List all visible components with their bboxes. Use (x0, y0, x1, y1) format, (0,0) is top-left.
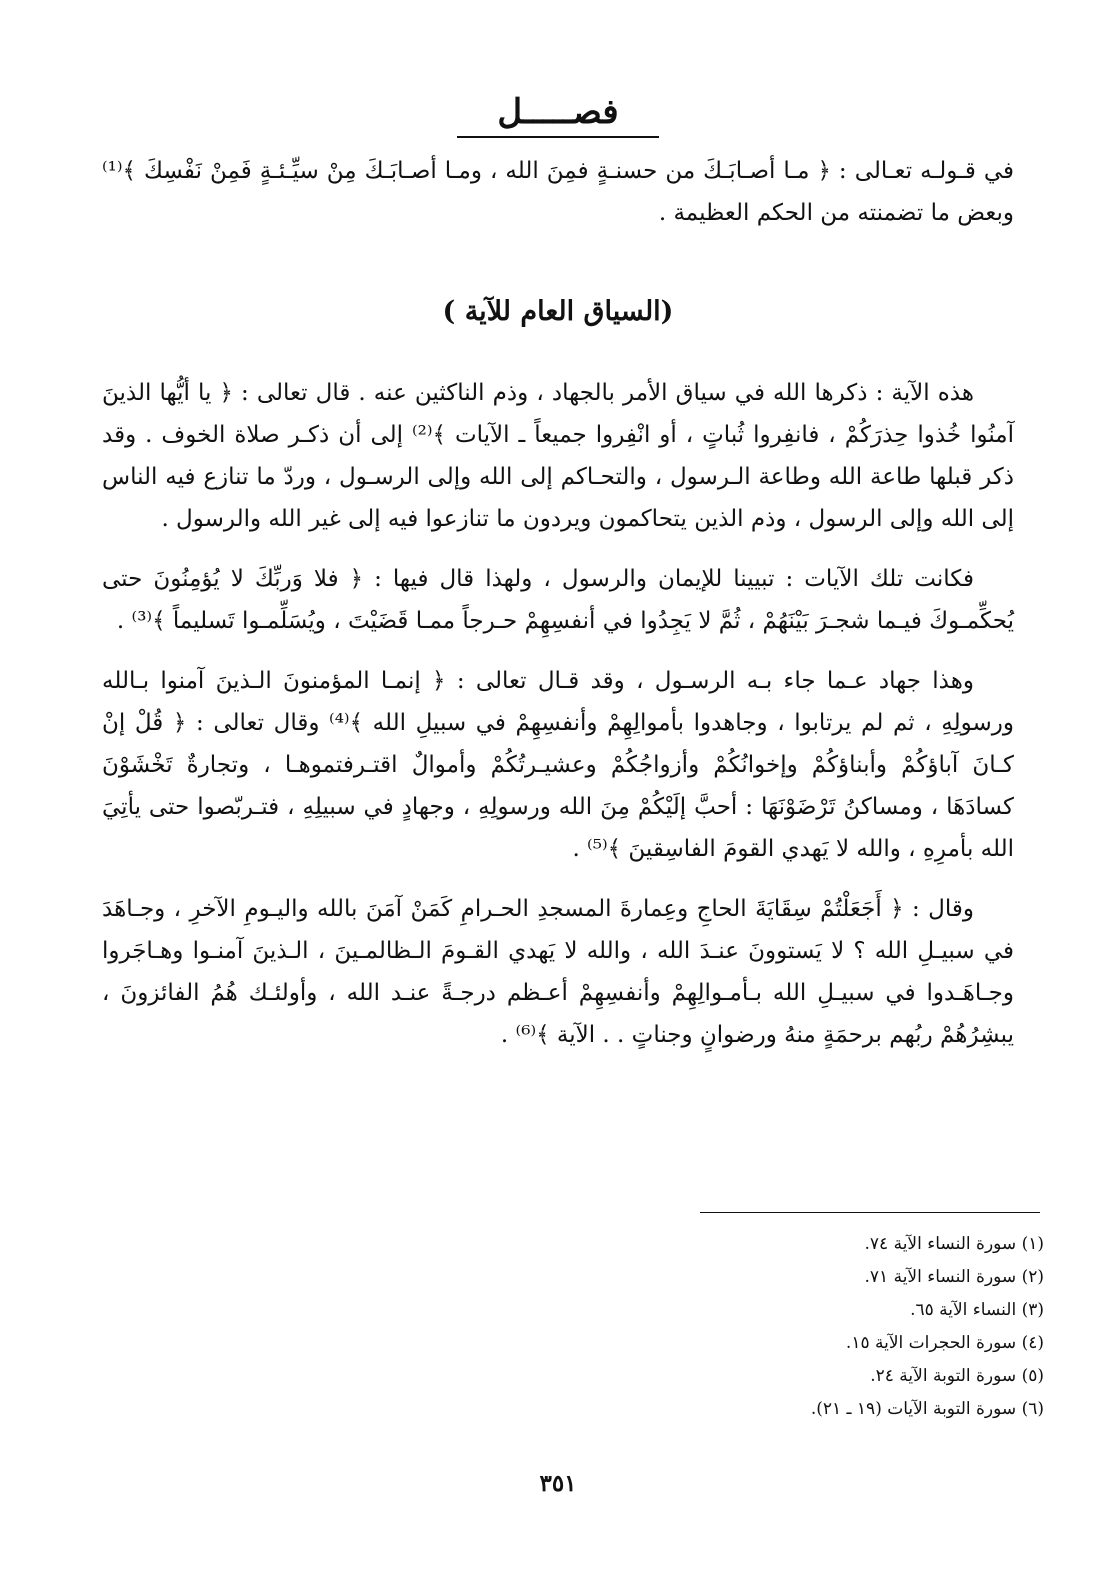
chapter-intro: في قـولـه تعـالى : ﴿ مـا أصـابَـكَ من حسنـةٍ فمِنَ الله ، ومـا أصـابَـكَ مِنْ سيِّـئـةٍ فَمِنْ نَفْسِكَ ﴾⁽¹⁾ وبعض ما تضمنته من الحكم العظيمة . (102, 158, 1014, 226)
footnote: (٦) سورة التوبة الآيات (١٩ ـ ٢١). (810, 1399, 1044, 1419)
footnote: (٥) سورة التوبة الآية ٢٤. (870, 1366, 1044, 1386)
paragraph: وهذا جهاد عـما جاء بـه الرسـول ، وقد قـال تعالى : ﴿ إنمـا المؤمنونَ الـذينَ آمنوا بـالله ورسولِهِ ، ثم لم يرتابوا ، وجاهدوا بأموالِهِمْ وأنفسِهِمْ في سبيلِ الله ﴾⁽⁴⁾ وقال تعالى : ﴿ قُلْ إنْ كـانَ آباؤكُمْ وأبناؤكُمْ وإخوانُكُمْ وأزواجُكُمْ وعشيـرتُكُمْ وأموالٌ اقتـرفتموهـا ، وتجارةٌ تَخْشَوْنَ كسادَهَا ، ومساكنُ تَرْضَوْنَهَا : أحبَّ إلَيْكُمْ مِنَ الله ورسولِهِ ، وجهادٍ في سبيلِهِ ، فتـربّصوا حتى يأتِيَ الله بأمرِهِ ، والله لا يَهدي القومَ الفاسِقينَ ﴾⁽⁵⁾ . (102, 668, 1014, 862)
paragraph: هذه الآية : ذكرها الله في سياق الأمر بالجهاد ، وذم الناكثين عنه . قال تعالى : ﴿ يا أيُّها الذينَ آمنُوا خُذوا حِذرَكُمْ ، فانفِروا ثُباتٍ ، أو انْفِروا جميعاً ـ الآيات ﴾⁽²⁾ إلى أن ذكـر صلاة الخوف . وقد ذكر قبلها طاعة الله وطاعة الـرسول ، والتحـاكم إلى الله وإلى الرسـول ، وردّ ما تنازع فيه الناس إلى الله وإلى الرسول ، وذم الذين يتحاكمون ويردون ما تنازعوا فيه إلى غير الله والرسول . (102, 380, 1014, 532)
footnote: (٤) سورة الحجرات الآية ١٥. (845, 1333, 1044, 1353)
footnote-divider (700, 1212, 1040, 1213)
page-number: ٣٥١ (539, 1470, 577, 1497)
body-text (102, 372, 1014, 1074)
footnotes-list (811, 1228, 1044, 1426)
footnote: (٣) النساء الآية ٦٥. (910, 1300, 1044, 1320)
footnote: (١) سورة النساء الآية ٧٤. (864, 1234, 1044, 1254)
chapter-title-text: فصـــــل (457, 92, 658, 138)
footnote: (٢) سورة النساء الآية ٧١. (864, 1267, 1044, 1287)
section-heading: (السياق العام للآية ) (442, 296, 674, 327)
chapter-title (0, 92, 1116, 138)
paragraph: فكانت تلك الآيات : تبيينا للإيمان والرسول ، ولهذا قال فيها : ﴿ فلا وَربِّكَ لا يُؤمِنُونَ حتى يُحكِّمـوكَ فيـما شجـرَ بَيْنَهُمْ ، ثُمَّ لا يَجِدُوا في أنفسِهِمْ حـرجاً ممـا قَضَيْتَ ، ويُسَلِّمـوا تَسليماً ﴾⁽³⁾ . (102, 566, 1014, 634)
paragraph: وقال : ﴿ أَجَعَلْتُمْ سِقَايَةَ الحاجِ وعِمارةَ المسجدِ الحـرامِ كَمَنْ آمَنَ بالله واليـومِ الآخرِ ، وجـاهَدَ في سبيـلِ الله ؟ لا يَستوونَ عنـدَ الله ، والله لا يَهدي القـومَ الـظالمـينَ ، الـذينَ آمنـوا وهـاجَروا وجـاهَـدوا في سبيـلِ الله بـأمـوالِهِمْ وأنفسِهِمْ أعـظم درجـةً عنـد الله ، وأولئـك هُمُ الفائزونَ ، يبشِرُهُمْ ربُهم برحمَةٍ منهُ ورضوانٍ وجناتٍ . . الآية ﴾⁽⁶⁾ . (102, 896, 1014, 1048)
